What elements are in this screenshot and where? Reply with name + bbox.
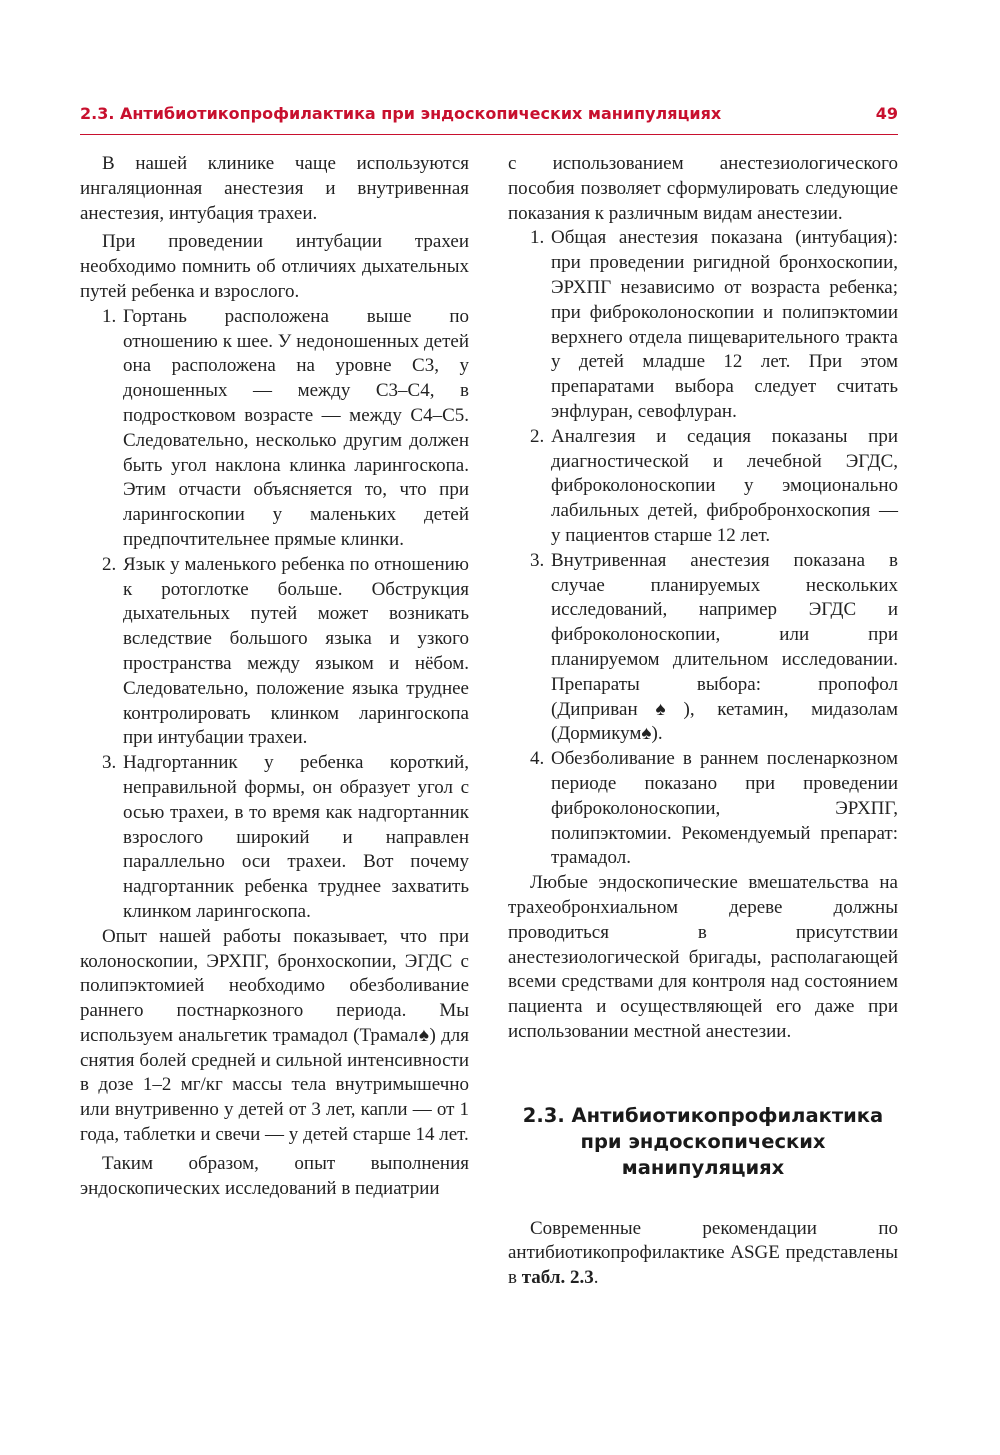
paragraph-text: Современные рекомендации по антибиотикопрофилактике ASGE представлены в (508, 1217, 898, 1289)
list-item-text: Гортань расположена выше по отношению к шее. У недоношенных детей она расположена на уровне C3, у доношенных — между C3–C4, в подростковом возрасте — между C4–C5. Следовательно, несколько другим должен быть угол наклона клинка ларингоскопа. Этим отчасти объясняется то, что при ларингоскопии у маленьких детей предпочтительнее прямые клинки. (123, 305, 469, 550)
numbered-list (508, 226, 898, 871)
list-item (80, 553, 469, 751)
paragraph (508, 1217, 898, 1291)
list-item-text: Обезболивание в раннем посленаркозном периоде показано при проведении фиброколоноскопии, ЭРХПГ, полипэктомии. Рекомендуемый препарат: трамадол. (551, 748, 898, 869)
list-item-text: Аналгезия и седация показаны при диагностической и лечебной ЭГДС, фиброколоноскопии у эмоционально лабильных детей, фибробронхоскопия — у пациентов старше 12 лет. (551, 425, 898, 546)
list-item (508, 549, 898, 747)
list-item (508, 747, 898, 871)
running-header-title: 2.3. Антибиотикопрофилактика при эндоскопических манипуляциях (80, 104, 722, 123)
list-item (80, 305, 469, 553)
paragraph: Таким образом, опыт выполнения эндоскопических исследований в педиатрии (80, 1152, 469, 1199)
list-item (80, 751, 469, 925)
section-heading-line: 2.3. Антибиотикопрофилактика (522, 1103, 884, 1127)
list-number: 2. (102, 553, 117, 575)
section-heading (508, 1103, 898, 1181)
paragraph: Опыт нашей работы показывает, что при колоноскопии, ЭРХПГ, бронхоскопии, ЭГДС с полипэктомией необходимо обезболивание раннего постнаркозного периода. Мы используем анальгетик трамадол (Трамал♠) для снятия болей средней и сильной интенсивности в дозе 1–2 мг/кг массы тела внутримышечно или внутривенно у детей от 3 лет, капли — от 1 года, таблетки и свечи — у детей старше 14 лет. (80, 925, 469, 1146)
list-number: 3. (102, 752, 117, 774)
page-number: 49 (875, 104, 898, 123)
paragraph: При проведении интубации трахеи необходимо помнить об отличиях дыхательных путей ребенка и взрослого. (80, 231, 469, 302)
list-item-text: Язык у маленького ребенка по отношению к ротоглотке больше. Обструкция дыхательных путей может возникать вследствие большого языка и узкого пространства между языком и нёбом. Следовательно, положение языка труднее контролировать клинком ларингоскопа при интубации трахеи. (123, 553, 469, 749)
paragraph: с использованием анестезиологического пособия позволяет сформулировать следующие показания к различным видам анестезии. (508, 153, 898, 224)
list-number: 1. (530, 227, 545, 249)
paragraph: В нашей клинике чаще используются ингаляционная анестезия и внутривенная анестезия, интубация трахеи. (80, 153, 469, 224)
paragraph-text: . (593, 1267, 599, 1289)
list-number: 1. (102, 305, 117, 327)
paragraph: Любые эндоскопические вмешательства на трахеобронхиальном дереве должны проводиться в присутствии анестезиологической бригады, располагающей всеми средствами для контроля над состоянием пациента и осуществляющей его даже при использовании местной анестезии. (508, 872, 898, 1042)
section-heading-line: манипуляциях (621, 1155, 785, 1179)
left-column (80, 152, 469, 1201)
running-header (80, 104, 898, 128)
list-item (508, 425, 898, 549)
list-number: 3. (530, 549, 545, 571)
table-reference: табл. 2.3 (521, 1267, 594, 1289)
list-item-text: Общая анестезия показана (интубация): при проведении ригидной бронхоскопии, ЭРХПГ независимо от возраста ребенка; при фиброколоноскопии и полипэктомии верхнего отдела пищеварительного тракта у детей младше 12 лет. При этом препаратами выбора следует считать энфлуран, севофлуран. (551, 227, 898, 422)
list-item-text: Внутривенная анестезия показана в случае планируемых нескольких исследований, например ЭГДС и фиброколоноскопии, или при планируемом длительном исследовании. Препараты выбора: пропофол (Диприван♠), кетамин, мидазолам (Дормикум♠). (551, 549, 898, 745)
right-column (508, 152, 898, 1291)
numbered-list (80, 305, 469, 925)
list-number: 2. (530, 425, 545, 447)
header-rule (80, 134, 898, 135)
section-heading-line: при эндоскопических (580, 1129, 826, 1153)
list-item-text: Надгортанник у ребенка короткий, неправильной формы, он образует угол с осью трахеи, в то время как надгортанник взрослого широкий и направлен параллельно оси трахеи. Вот почему надгортанник ребенка труднее захватить клинком ларингоскопа. (123, 752, 469, 922)
list-number: 4. (530, 748, 545, 770)
list-item (508, 226, 898, 424)
